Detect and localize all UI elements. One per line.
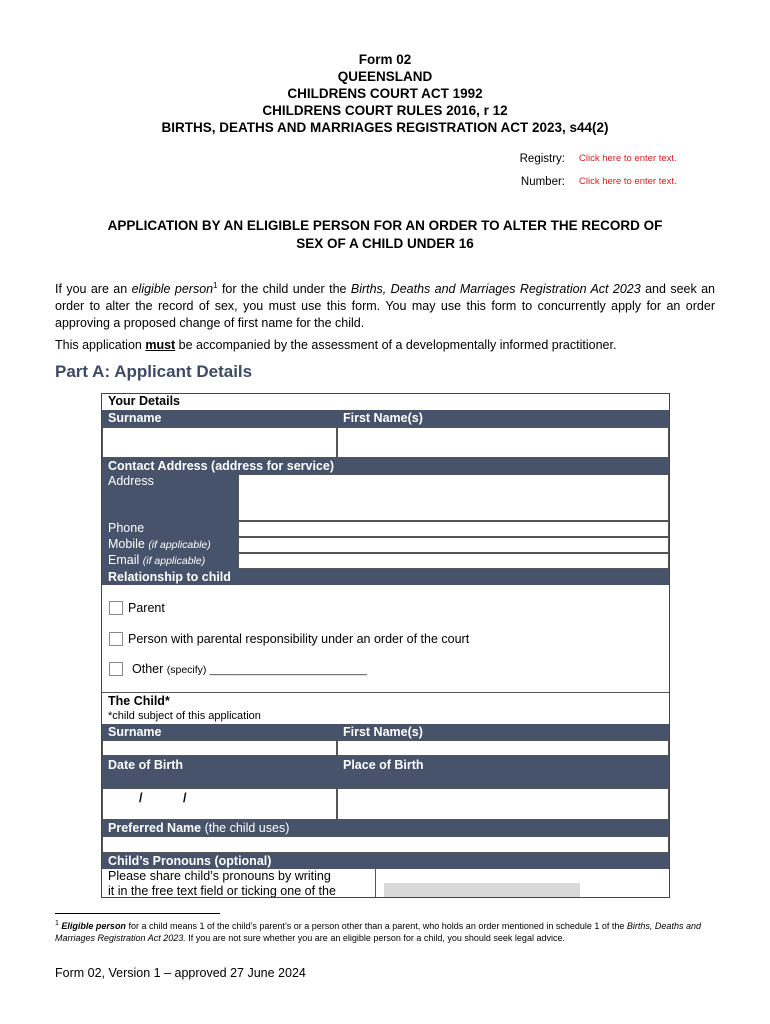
mobile-input[interactable]: [238, 537, 669, 553]
registry-label: Registry:: [519, 153, 565, 165]
state-heading: QUEENSLAND: [337, 69, 433, 84]
form-version-footer: Form 02, Version 1 – approved 27 June 2024: [55, 966, 306, 980]
child-note: *child subject of this application: [108, 710, 261, 722]
preferred-name-input[interactable]: [102, 836, 669, 853]
applicant-details-table: [101, 393, 670, 898]
title-line-1: APPLICATION BY AN ELIGIBLE PERSON FOR AN ORDER TO ALTER THE RECORD OF: [107, 218, 663, 233]
pronouns-header: [102, 853, 669, 869]
child-first-names-header: First Name(s): [343, 725, 423, 739]
your-details-heading: Your Details: [108, 394, 181, 408]
child-surname-header: Surname: [108, 725, 162, 739]
email-input[interactable]: [238, 553, 669, 569]
parental-responsibility-label: Person with parental responsibility under an order of the court: [128, 632, 470, 646]
footnote-divider: [55, 913, 220, 914]
address-label: Address: [102, 474, 238, 521]
pob-header: Place of Birth: [343, 758, 424, 772]
relationship-header: [102, 569, 669, 585]
pronouns-label: Child’s Pronouns (optional): [108, 854, 272, 868]
first-names-input[interactable]: [337, 427, 669, 458]
other-label: Other (specify) ___________________________: [132, 662, 368, 676]
parental-responsibility-checkbox[interactable]: [109, 632, 123, 646]
child-surname-input[interactable]: [102, 740, 337, 756]
pronouns-instructions: Please share child’s pronouns by writing it in the free text field or ticking one of the: [102, 869, 376, 898]
contact-address-header: [102, 458, 669, 474]
child-heading: The Child*: [108, 694, 170, 708]
preferred-name-header: Preferred Name (the child uses): [102, 820, 669, 836]
number-label: Number:: [520, 176, 565, 188]
form-number: Form 02: [358, 52, 412, 67]
mobile-label: Mobile (if applicable): [102, 537, 238, 553]
surname-header: Surname: [108, 411, 162, 425]
pronouns-text-field[interactable]: [384, 883, 580, 898]
surname-input[interactable]: [102, 427, 337, 458]
dob-header: Date of Birth: [108, 758, 183, 772]
first-names-header: First Name(s): [343, 411, 423, 425]
number-field[interactable]: Click here to enter text.: [579, 176, 677, 187]
dob-header-row: [102, 756, 669, 788]
child-name-header: [102, 724, 669, 740]
relationship-label: Relationship to child: [108, 570, 231, 584]
application-title: [40, 217, 730, 253]
address-input[interactable]: [238, 474, 669, 521]
phone-input[interactable]: [238, 521, 669, 537]
child-first-names-input[interactable]: [337, 740, 669, 756]
intro-paragraph: If you are an eligible person$^1$ for the child under the Births, Deaths and Marriages Registration Act 2023 and seek an order to alter the record of sex, you must use this form. You may use this form to concurrently apply for an order approving a proposed change of first name for the child.: [55, 281, 716, 331]
contact-address-label: Contact Address (address for service): [108, 459, 335, 473]
requirement-paragraph: This application must be accompanied by the assessment of a developmentally informed practitioner.: [55, 338, 617, 352]
parent-checkbox[interactable]: [109, 601, 123, 615]
act-3: BIRTHS, DEATHS AND MARRIAGES REGISTRATION ACT 2023, s44(2): [161, 120, 609, 135]
act-2: CHILDRENS COURT RULES 2016, r 12: [262, 103, 508, 118]
email-label: Email (if applicable): [102, 553, 238, 569]
dob-input[interactable]: / /: [102, 788, 337, 820]
footnote: $^1$ Eligible person for a child means 1 of the child’s parent’s or a person other than a parent, who holds an order mentioned in schedule 1 of the Births, Deaths and Marriages Registration Act 2023. If you are not sure whether you are an eligible person for a child, you should seek legal advice.: [55, 920, 701, 943]
act-1: CHILDRENS COURT ACT 1992: [287, 86, 483, 101]
phone-label: Phone: [102, 521, 238, 537]
parent-label: Parent: [128, 601, 165, 615]
part-a-heading: Part A: Applicant Details: [55, 362, 253, 381]
registry-field[interactable]: Click here to enter text.: [579, 153, 677, 164]
pob-input[interactable]: [337, 788, 669, 820]
other-checkbox[interactable]: [109, 662, 123, 676]
title-line-2: SEX OF A CHILD UNDER 16: [296, 236, 474, 251]
surname-header-row: [102, 410, 669, 427]
